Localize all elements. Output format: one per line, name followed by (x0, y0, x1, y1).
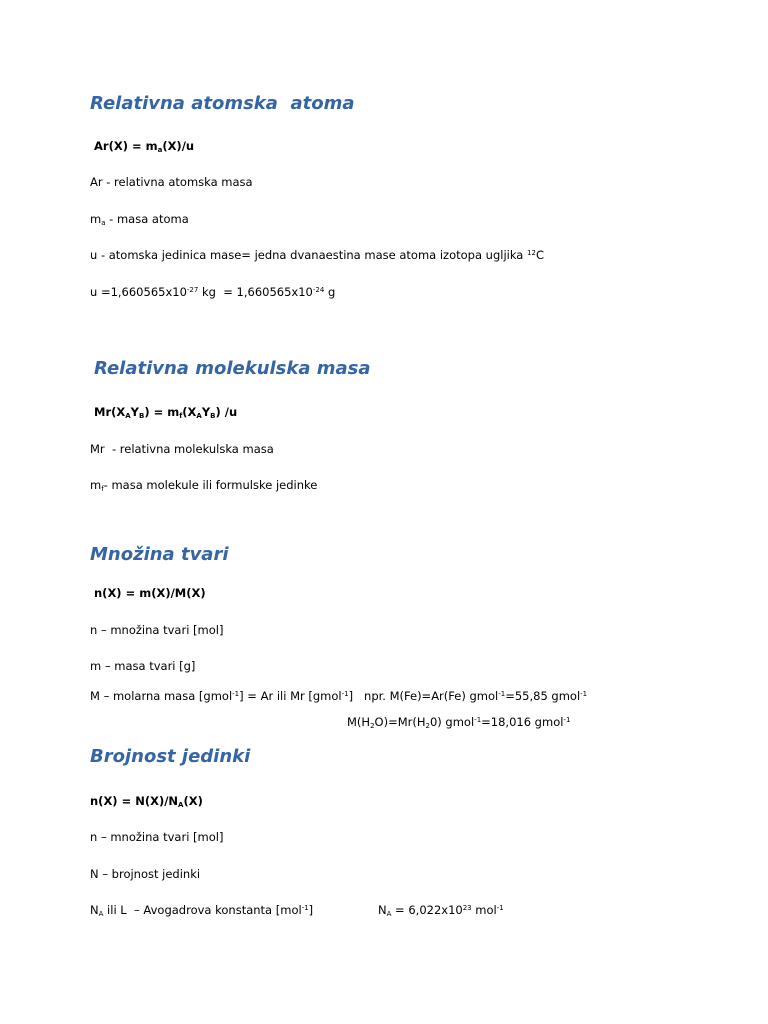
formula-mr: $Mr(X_AY_B) = m_f(X_AY_B)$ /u (94, 405, 238, 420)
definition-molar-mass: M – molarna masa [gmol$^{-1}$] = Ar ili Mr [gmol$^{-1}$] npr. M(Fe)=Ar(Fe) gmol$^{-1}$=55,85 gmol$^{-1}$ (90, 689, 588, 703)
definition-avogadro: $N_A$ ili L – Avogadrova konstanta [mol$^{-1}$] (90, 903, 314, 918)
section-title-atomic-mass: Relativna atomska atoma (90, 93, 355, 114)
definition-m: m – masa tvari [g] (90, 659, 196, 673)
section-title-number-of-entities: Brojnost jedinki (90, 746, 251, 767)
definition-n-amount: n – množina tvari [mol] (90, 830, 224, 844)
definition-ar: Ar - relativna atomska masa (90, 175, 253, 189)
formula-n: n(X) = m(X)/M(X) (94, 586, 206, 600)
section-title-amount: Množina tvari (90, 544, 229, 565)
definition-n: n – množina tvari [mol] (90, 623, 224, 637)
value-u: $u =1,660565x10^{-27}$ kg = $1,660565x10^{-24}$ g (90, 285, 336, 299)
definition-ma: $m_a$ - masa atoma (90, 212, 189, 227)
value-avogadro: $N_A = 6,022x10^{23}$ mol$^{-1}$ (378, 903, 504, 918)
definition-u: u - atomska jedinica mase= jedna dvanaestina mase atoma izotopa ugljika $^{12}$C (90, 248, 544, 262)
formula-ar: $Ar(X) = m_a(X)/u$ (94, 139, 195, 154)
definition-mf: $m_f-$ masa molekule ili formulske jedinke (90, 478, 318, 493)
definition-mr: Mr - relativna molekulska masa (90, 442, 274, 456)
formula-n-avogadro: $n(X) = N(X)/N_A(X)$ (90, 794, 203, 809)
example-water: $M(H_2O)=Mr(H_20)$ gmol$^{-1}$=18,016 gmol$^{-1}$ (347, 715, 571, 730)
section-title-molecular-mass: Relativna molekulska masa (94, 358, 371, 379)
definition-N: N – brojnost jedinki (90, 867, 201, 881)
